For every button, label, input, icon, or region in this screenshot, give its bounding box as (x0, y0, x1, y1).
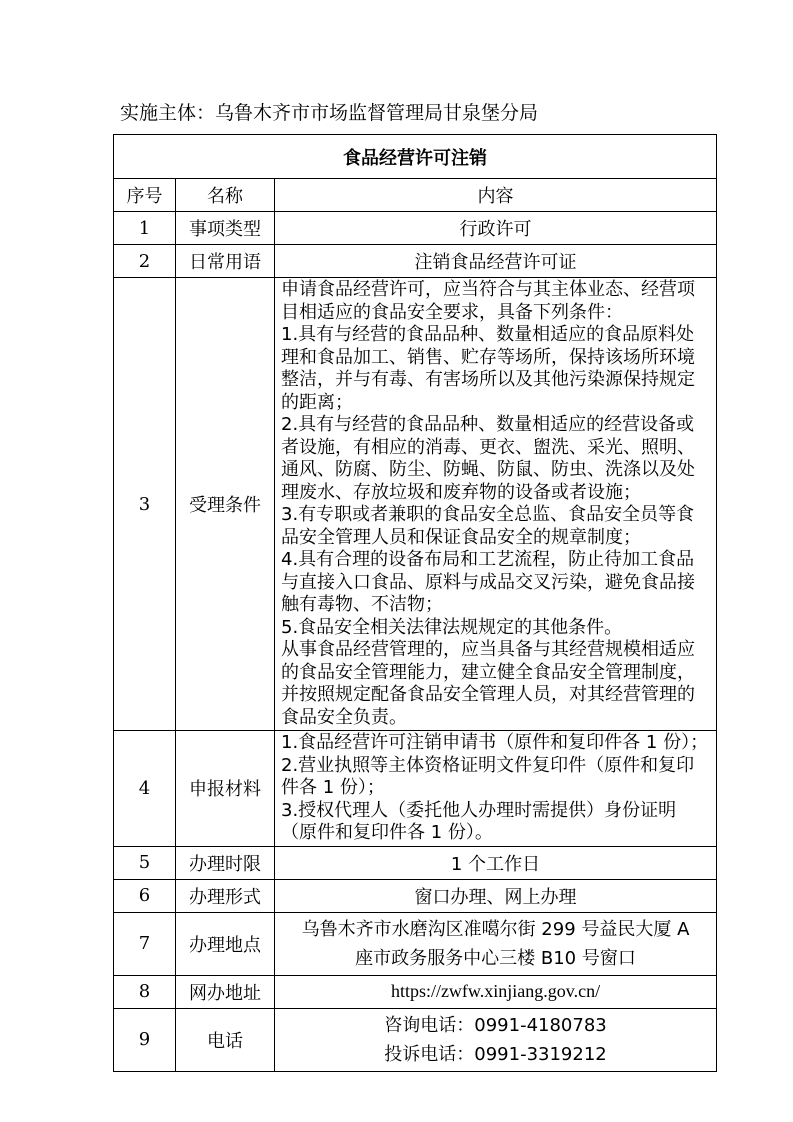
table-row (114, 879, 717, 912)
implementer-label: 实施主体：乌鲁木齐市市场监督管理局甘泉堡分局 (120, 102, 539, 124)
row-content: 行政许可 (275, 212, 717, 245)
condition-paragraph: 4.具有合理的设备布局和工艺流程，防止待加工食品与直接入口食品、原料与成品交叉污染，避免食品接触有毒物、不洁物； (281, 549, 695, 615)
header-no: 序号 (114, 179, 176, 212)
online-url: https://zwfw.xinjiang.gov.cn/ (275, 975, 717, 1008)
condition-paragraph: 1.具有与经营的食品品种、数量相适应的食品原料处理和食品加工、销售、贮存等场所，保持该场所环境整洁，并与有毒、有害场所以及其他污染源保持规定的距离； (281, 324, 695, 413)
row-name: 申报材料 (176, 731, 275, 847)
condition-paragraph: 2.具有与经营的食品品种、数量相适应的经营设备或者设施，有相应的消毒、更衣、盥洗、采光、照明、通风、防腐、防尘、防蝇、防鼠、防虫、洗涤以及处理废水、存放垃圾和废弃物的设备或者设施； (281, 414, 695, 503)
table-title: 食品经营许可注销 (114, 135, 717, 179)
row-name: 办理时限 (176, 846, 275, 879)
condition-paragraph: 3.有专职或者兼职的食品安全总监、食品安全员等食品安全管理人员和保证食品安全的规章制度； (281, 504, 695, 548)
row-name: 电话 (176, 1008, 275, 1071)
row-no: 1 (114, 212, 176, 245)
header-name: 名称 (176, 179, 275, 212)
header-row (114, 179, 717, 212)
title-row (114, 135, 717, 179)
row-content (275, 912, 717, 975)
row-no: 2 (114, 245, 176, 278)
info-table (113, 134, 717, 1072)
material-item: 2.营业执照等主体资格证明文件复印件（原件和复印件各 1 份）； (281, 754, 695, 798)
row-no: 4 (114, 731, 176, 847)
address-line: 座市政务服务中心三楼 B10 号窗口 (355, 947, 636, 969)
material-item: 3.授权代理人（委托他人办理时需提供）身份证明（原件和复印件各 1 份）。 (281, 799, 677, 843)
table-row (114, 731, 717, 847)
header-content: 内容 (275, 179, 717, 212)
table-row (114, 245, 717, 278)
address-line: 乌鲁木齐市水磨沟区准噶尔街 299 号益民大厦 A (301, 918, 690, 940)
row-content: 窗口办理、网上办理 (275, 879, 717, 912)
condition-paragraph: 申请食品经营许可，应当符合与其主体业态、经营项目相适应的食品安全要求，具备下列条件： (281, 279, 695, 323)
row-content: 注销食品经营许可证 (275, 245, 717, 278)
application-materials (275, 731, 717, 847)
row-no: 7 (114, 912, 176, 975)
row-no: 6 (114, 879, 176, 912)
row-no: 8 (114, 975, 176, 1008)
row-name: 办理形式 (176, 879, 275, 912)
row-name: 办理地点 (176, 912, 275, 975)
condition-paragraph: 5.食品安全相关法律法规规定的其他条件。 (281, 616, 623, 638)
phone-line: 咨询电话：0991-4180783 (384, 1014, 607, 1036)
table-row (114, 1008, 717, 1071)
row-name: 受理条件 (176, 278, 275, 731)
table-row (114, 846, 717, 879)
row-no: 9 (114, 1008, 176, 1071)
row-name: 日常用语 (176, 245, 275, 278)
row-content: 1 个工作日 (275, 846, 717, 879)
row-name: 事项类型 (176, 212, 275, 245)
row-no: 5 (114, 846, 176, 879)
phone-line: 投诉电话：0991-3319212 (384, 1043, 607, 1065)
table-row (114, 278, 717, 731)
condition-paragraph: 从事食品经营管理的，应当具备与其经营规模相适应的食品安全管理能力，建立健全食品安全管理制度，并按照规定配备食品安全管理人员，对其经营管理的食品安全负责。 (281, 639, 695, 728)
row-no: 3 (114, 278, 176, 731)
acceptance-conditions (275, 278, 717, 731)
table-row (114, 212, 717, 245)
row-content (275, 1008, 717, 1071)
row-name: 网办地址 (176, 975, 275, 1008)
table-row (114, 912, 717, 975)
table-row (114, 975, 717, 1008)
material-item: 1.食品经营许可注销申请书（原件和复印件各 1 份）； (281, 732, 709, 753)
